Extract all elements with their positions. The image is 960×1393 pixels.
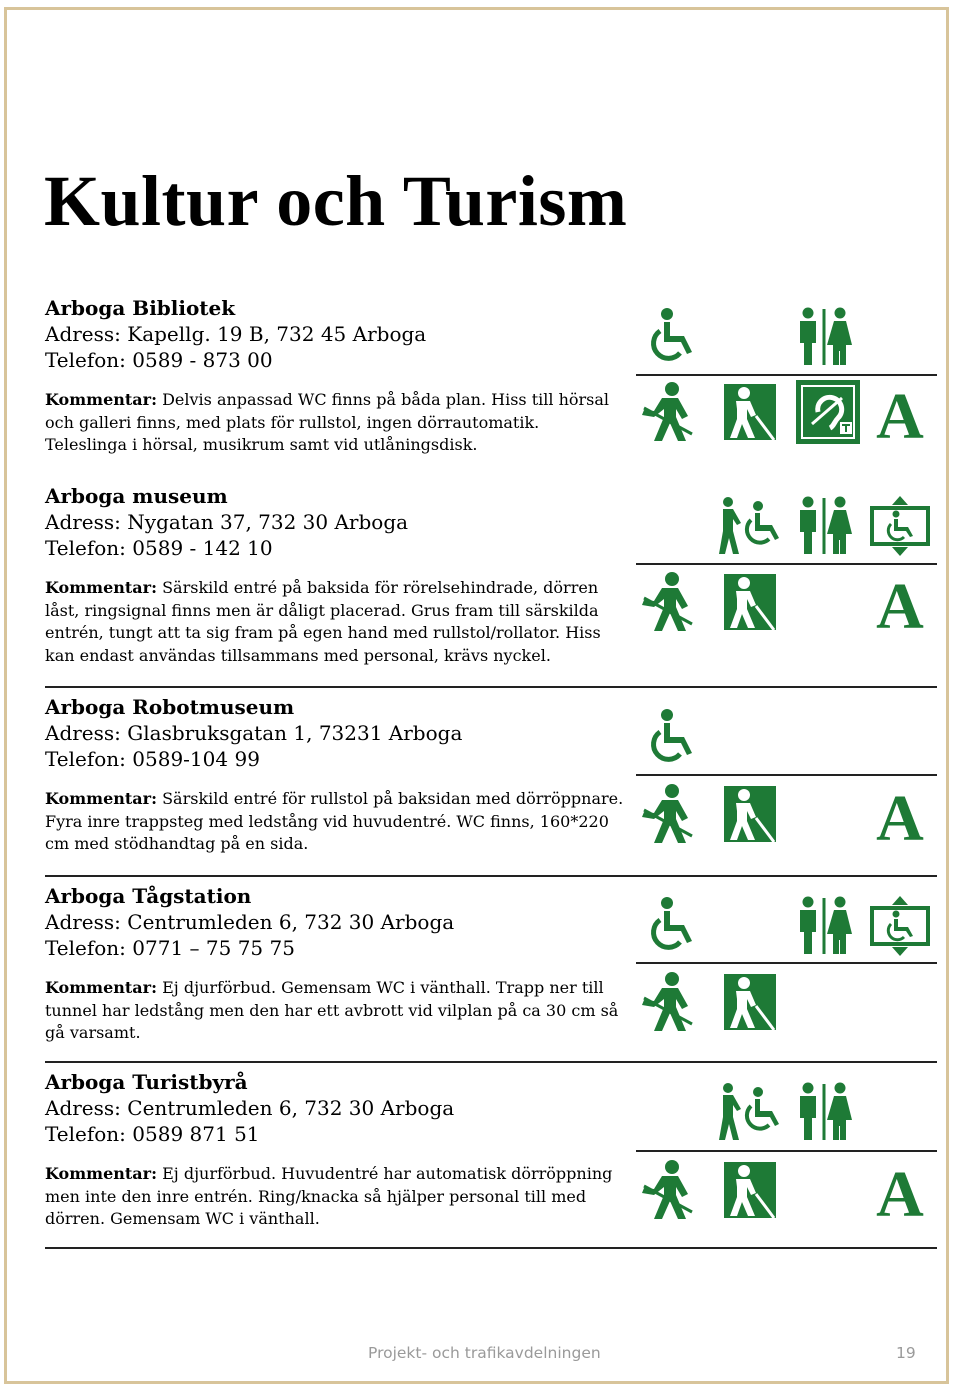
hearing-loop-icon bbox=[796, 380, 860, 444]
icon-row-divider bbox=[636, 774, 937, 776]
visual-impairment-icon bbox=[718, 970, 782, 1034]
walker-icon bbox=[640, 970, 704, 1034]
page-title: Kultur och Turism bbox=[44, 161, 628, 241]
allergy-icon bbox=[868, 380, 932, 444]
venue-address: Adress: Nygatan 37, 732 30 Arboga bbox=[45, 510, 409, 534]
elevator-icon bbox=[868, 494, 932, 558]
icon-row-divider bbox=[636, 1150, 937, 1152]
toilet-icon bbox=[792, 305, 856, 369]
venue-arboga-tagstation bbox=[45, 883, 625, 1045]
section-divider bbox=[45, 686, 937, 688]
venue-comment bbox=[45, 389, 625, 457]
venue-phone: Telefon: 0589-104 99 bbox=[45, 747, 260, 771]
visual-impairment-icon bbox=[718, 1158, 782, 1222]
wheelchair-icon bbox=[640, 706, 704, 770]
wheelchair-icon bbox=[640, 894, 704, 958]
comment-text: Ej djurförbud. Huvudentré har automatisk dörröppning men inte den inre entrén. Ring/knacka så hjälper personal till med dörren. Gemensam WC i vänthall. bbox=[45, 1164, 613, 1228]
venue-address: Adress: Centrumleden 6, 732 30 Arboga bbox=[45, 1096, 455, 1120]
page-number: 19 bbox=[896, 1344, 916, 1362]
visual-impairment-icon bbox=[718, 570, 782, 634]
venue-comment bbox=[45, 577, 625, 667]
assisted-wheelchair-icon bbox=[718, 494, 782, 558]
comment-label: Kommentar: bbox=[45, 1164, 157, 1183]
venue-name: Arboga Robotmuseum bbox=[45, 695, 295, 719]
footer-department: Projekt- och trafikavdelningen bbox=[368, 1344, 601, 1362]
venue-arboga-turistbyra bbox=[45, 1069, 625, 1231]
icon-row-divider bbox=[636, 563, 937, 565]
section-divider bbox=[45, 1247, 937, 1249]
comment-label: Kommentar: bbox=[45, 578, 157, 597]
comment-label: Kommentar: bbox=[45, 978, 157, 997]
visual-impairment-icon bbox=[718, 782, 782, 846]
venue-phone: Telefon: 0771 – 75 75 75 bbox=[45, 936, 295, 960]
walker-icon bbox=[640, 1158, 704, 1222]
venue-name: Arboga Tågstation bbox=[45, 884, 252, 908]
toilet-icon bbox=[792, 894, 856, 958]
visual-impairment-icon bbox=[718, 380, 782, 444]
allergy-icon bbox=[868, 1158, 932, 1222]
venue-name: Arboga Turistbyrå bbox=[45, 1070, 248, 1094]
allergy-icon bbox=[868, 570, 932, 634]
venue-arboga-robotmuseum bbox=[45, 694, 625, 856]
icon-row-divider bbox=[636, 374, 937, 376]
venue-arboga-bibliotek bbox=[45, 295, 625, 457]
allergy-icon bbox=[868, 782, 932, 846]
toilet-icon bbox=[792, 494, 856, 558]
comment-text: Delvis anpassad WC finns på båda plan. Hiss till hörsal och galleri finns, med plats för rullstol, ingen dörrautomatik. Teleslinga i hörsal, musikrum samt vid utlåningsdisk. bbox=[45, 390, 610, 454]
comment-label: Kommentar: bbox=[45, 789, 157, 808]
venue-address: Adress: Glasbruksgatan 1, 73231 Arboga bbox=[45, 721, 463, 745]
venue-arboga-museum bbox=[45, 483, 625, 667]
venue-comment bbox=[45, 788, 625, 856]
walker-icon bbox=[640, 570, 704, 634]
venue-phone: Telefon: 0589 871 51 bbox=[45, 1122, 260, 1146]
venue-address: Adress: Centrumleden 6, 732 30 Arboga bbox=[45, 910, 455, 934]
section-divider bbox=[45, 875, 937, 877]
comment-text: Särskild entré på baksida för rörelsehindrade, dörren låst, ringsignal finns men är dåligt placerad. Grus fram till särskilda entrén, tungt att ta sig fram på egen hand med rullstol/rollator. Hiss kan endast användas tillsammans med personal, krävs nyckel. bbox=[45, 578, 601, 665]
venue-phone: Telefon: 0589 - 873 00 bbox=[45, 348, 273, 372]
venue-phone: Telefon: 0589 - 142 10 bbox=[45, 536, 273, 560]
section-divider bbox=[45, 1061, 937, 1063]
venue-name: Arboga Bibliotek bbox=[45, 296, 236, 320]
comment-label: Kommentar: bbox=[45, 390, 157, 409]
walker-icon bbox=[640, 782, 704, 846]
venue-address: Adress: Kapellg. 19 B, 732 45 Arboga bbox=[45, 322, 427, 346]
comment-text: Särskild entré för rullstol på baksidan med dörröppnare. Fyra inre trappsteg med ledstång vid huvudentré. WC finns, 160*220 cm med stödhandtag på en sida. bbox=[45, 789, 624, 853]
icon-row-divider bbox=[636, 962, 937, 964]
venue-comment bbox=[45, 1163, 625, 1231]
venue-comment bbox=[45, 977, 625, 1045]
walker-icon bbox=[640, 380, 704, 444]
elevator-icon bbox=[868, 894, 932, 958]
wheelchair-icon bbox=[640, 305, 704, 369]
venue-name: Arboga museum bbox=[45, 484, 228, 508]
toilet-icon bbox=[792, 1080, 856, 1144]
comment-text: Ej djurförbud. Gemensam WC i vänthall. Trapp ner till tunnel har ledstång men den har ett avbrott vid vilplan på ca 30 cm så gå varsamt. bbox=[45, 978, 619, 1042]
assisted-wheelchair-icon bbox=[718, 1080, 782, 1144]
